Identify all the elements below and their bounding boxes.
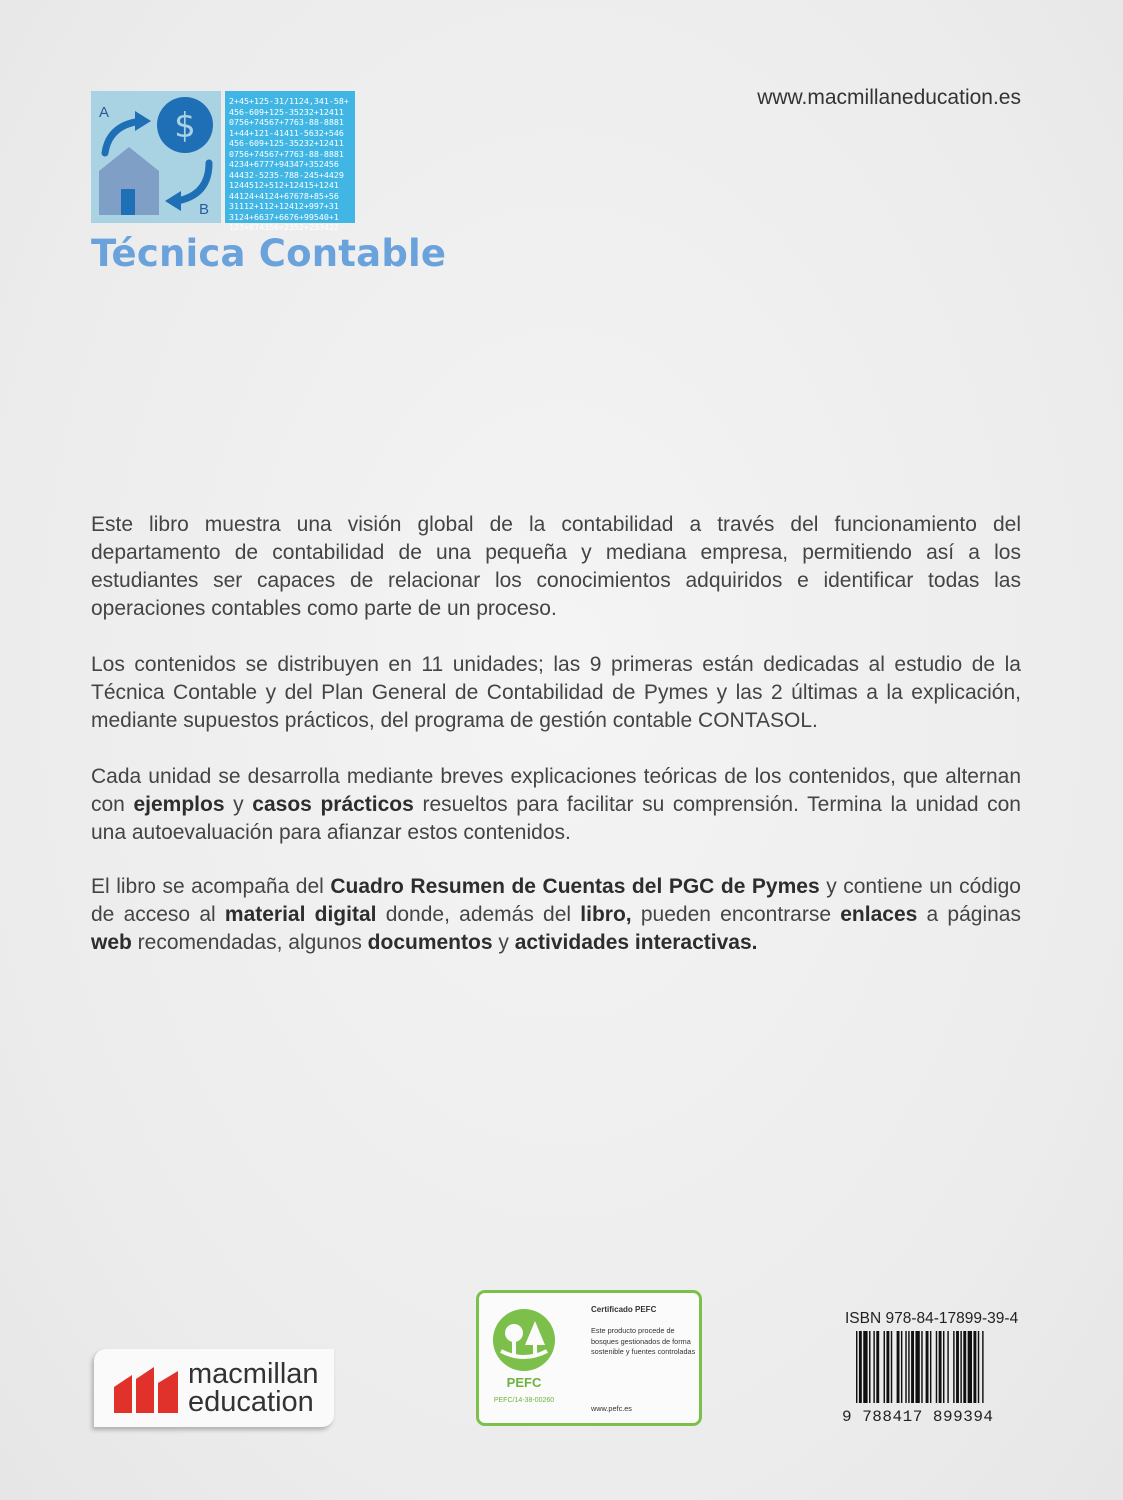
numbers-line: 456-609+125-35232+12411 bbox=[229, 106, 344, 117]
barcode-bar bbox=[901, 1331, 902, 1403]
numbers-line: 456-609+125-35232+12411 bbox=[229, 138, 344, 148]
barcode-bar bbox=[869, 1331, 870, 1403]
dollar-icon bbox=[157, 97, 213, 153]
numbers-line: 1244512+512+12415+1241 bbox=[229, 180, 339, 190]
highlight-documentos: documentos bbox=[367, 931, 493, 954]
isbn-label: ISBN 978-84-17899-39-4 bbox=[845, 1310, 1019, 1327]
barcode-bar bbox=[943, 1331, 944, 1403]
numbers-line: 1+44+121-41411-5632+546 bbox=[229, 127, 344, 138]
barcode-bar bbox=[953, 1331, 954, 1403]
pefc-title: Certificado PEFC bbox=[591, 1305, 657, 1314]
description-paragraph-1: Este libro muestra una visión global de la contabilidad a través del funcionamiento del departamento de contabilidad de una pequeña y mediana empresa, permitiendo así a los estudiantes ser capaces de relacionar los conocimientos adquiridos e identificar todas las operaciones contables como parte de un proceso. bbox=[91, 513, 1021, 620]
book-title: Técnica Contable bbox=[91, 232, 447, 275]
barcode-bar bbox=[973, 1331, 976, 1403]
highlight-enlaces: enlaces bbox=[840, 903, 918, 926]
barcode-bar bbox=[886, 1331, 889, 1403]
highlight-actividades: actividades interactivas. bbox=[514, 931, 758, 954]
barcode bbox=[856, 1331, 1024, 1409]
label-a: A bbox=[99, 104, 110, 121]
barcode-bar bbox=[905, 1331, 906, 1403]
barcode-bar bbox=[978, 1331, 979, 1403]
barcode-bar bbox=[897, 1331, 900, 1403]
svg-text:$: $ bbox=[174, 106, 196, 146]
publisher-logo bbox=[94, 1349, 334, 1427]
macmillan-m-icon bbox=[112, 1365, 182, 1413]
pefc-description: Este producto procede de bosques gestionados de forma sostenible y fuentes controladas bbox=[591, 1326, 696, 1356]
arrow-up-icon bbox=[105, 111, 151, 153]
barcode-bar bbox=[884, 1331, 885, 1403]
numbers-line: 4234+6777+94347+352456 bbox=[229, 159, 339, 169]
barcode-bar bbox=[908, 1331, 909, 1403]
numbers-line: 3124+6637+6676+99540+1 bbox=[229, 211, 339, 222]
barcode-bar bbox=[863, 1331, 867, 1403]
description-paragraph-4: El libro se acompaña del Cuadro Resumen de Cuentas del PGC de Pymes y contiene un código de acceso al material digital donde, además del libro, pueden encontrarse enlaces a páginas web recomendadas, algunos documentos y actividades interactivas. bbox=[91, 875, 1021, 954]
highlight-material-digital: material digital bbox=[224, 903, 377, 926]
numbers-line: 0756+74567+7763-88-8881 bbox=[229, 148, 344, 159]
barcode-bar bbox=[873, 1331, 874, 1403]
highlight-casos-practicos: casos prácticos bbox=[252, 793, 414, 816]
accounting-icon bbox=[91, 91, 221, 223]
book-logo bbox=[91, 91, 355, 232]
pefc-url[interactable]: www.pefc.es bbox=[591, 1404, 632, 1413]
barcode-bar bbox=[982, 1331, 983, 1403]
highlight-web: web bbox=[91, 931, 132, 954]
barcode-bar bbox=[856, 1331, 857, 1403]
barcode-bar bbox=[956, 1331, 959, 1403]
pefc-tree-icon bbox=[491, 1307, 557, 1373]
barcode-bar bbox=[876, 1331, 879, 1403]
barcode-digits: 9 788417 899394 bbox=[842, 1408, 994, 1426]
house-icon bbox=[99, 147, 159, 215]
numbers-line: 2+45+125-31/1124,341-58+ bbox=[229, 96, 349, 106]
pefc-wordmark: PEFC bbox=[506, 1375, 542, 1390]
barcode-bar bbox=[930, 1331, 931, 1403]
barcode-bar bbox=[968, 1331, 972, 1403]
description-paragraph-3: Cada unidad se desarrolla mediante breves explicaciones teóricas de los contenidos, que alternan con ejemplos y casos prácticos resueltos para facilitar su comprensión. Termina la unidad con una autoevaluación para afianzar estos contenidos. bbox=[91, 765, 1021, 844]
publisher-name-line1: macmillan bbox=[188, 1358, 319, 1390]
highlight-cuadro-resumen: Cuadro Resumen de Cuentas del PGC de Pymes bbox=[330, 875, 820, 898]
highlight-ejemplos: ejemplos bbox=[133, 793, 225, 816]
label-b: B bbox=[199, 201, 210, 218]
publisher-url[interactable]: www.macmillaneducation.es bbox=[757, 86, 1021, 109]
numbers-line: 44432-5235-788-245+4429 bbox=[229, 169, 344, 180]
numbers-line: 0756+74567+7763-88-8881 bbox=[229, 117, 344, 127]
publisher-name-line2: education bbox=[188, 1386, 314, 1418]
barcode-bar bbox=[921, 1331, 922, 1403]
numbers-line: 31112+112+12412+997+31 bbox=[229, 201, 339, 211]
barcode-bar bbox=[963, 1331, 966, 1403]
barcode-bar bbox=[891, 1331, 892, 1403]
numbers-line: 123+874356+2352+233422 bbox=[229, 222, 339, 232]
barcode-bar bbox=[859, 1331, 862, 1403]
highlight-libro: libro, bbox=[580, 903, 632, 926]
barcode-bar bbox=[936, 1331, 937, 1403]
barcode-bar bbox=[915, 1331, 919, 1403]
barcode-bar bbox=[911, 1331, 914, 1403]
barcode-bar bbox=[960, 1331, 961, 1403]
numbers-line: 44124+4124+67678+85+56 bbox=[229, 190, 339, 201]
barcode-bar bbox=[939, 1331, 942, 1403]
description-paragraph-2: Los contenidos se distribuyen en 11 unidades; las 9 primeras están dedicadas al estudio de la Técnica Contable y del Plan General de Contabilidad de Pymes y las 2 últimas a la explicación, mediante supuestos prácticos, del programa de gestión contable CONTASOL. bbox=[91, 653, 1021, 732]
barcode-bar bbox=[947, 1331, 948, 1403]
numbers-panel bbox=[225, 91, 355, 232]
barcode-bar bbox=[926, 1331, 929, 1403]
pefc-certification bbox=[476, 1290, 702, 1426]
pefc-code: PEFC/14-38-00260 bbox=[493, 1397, 555, 1404]
